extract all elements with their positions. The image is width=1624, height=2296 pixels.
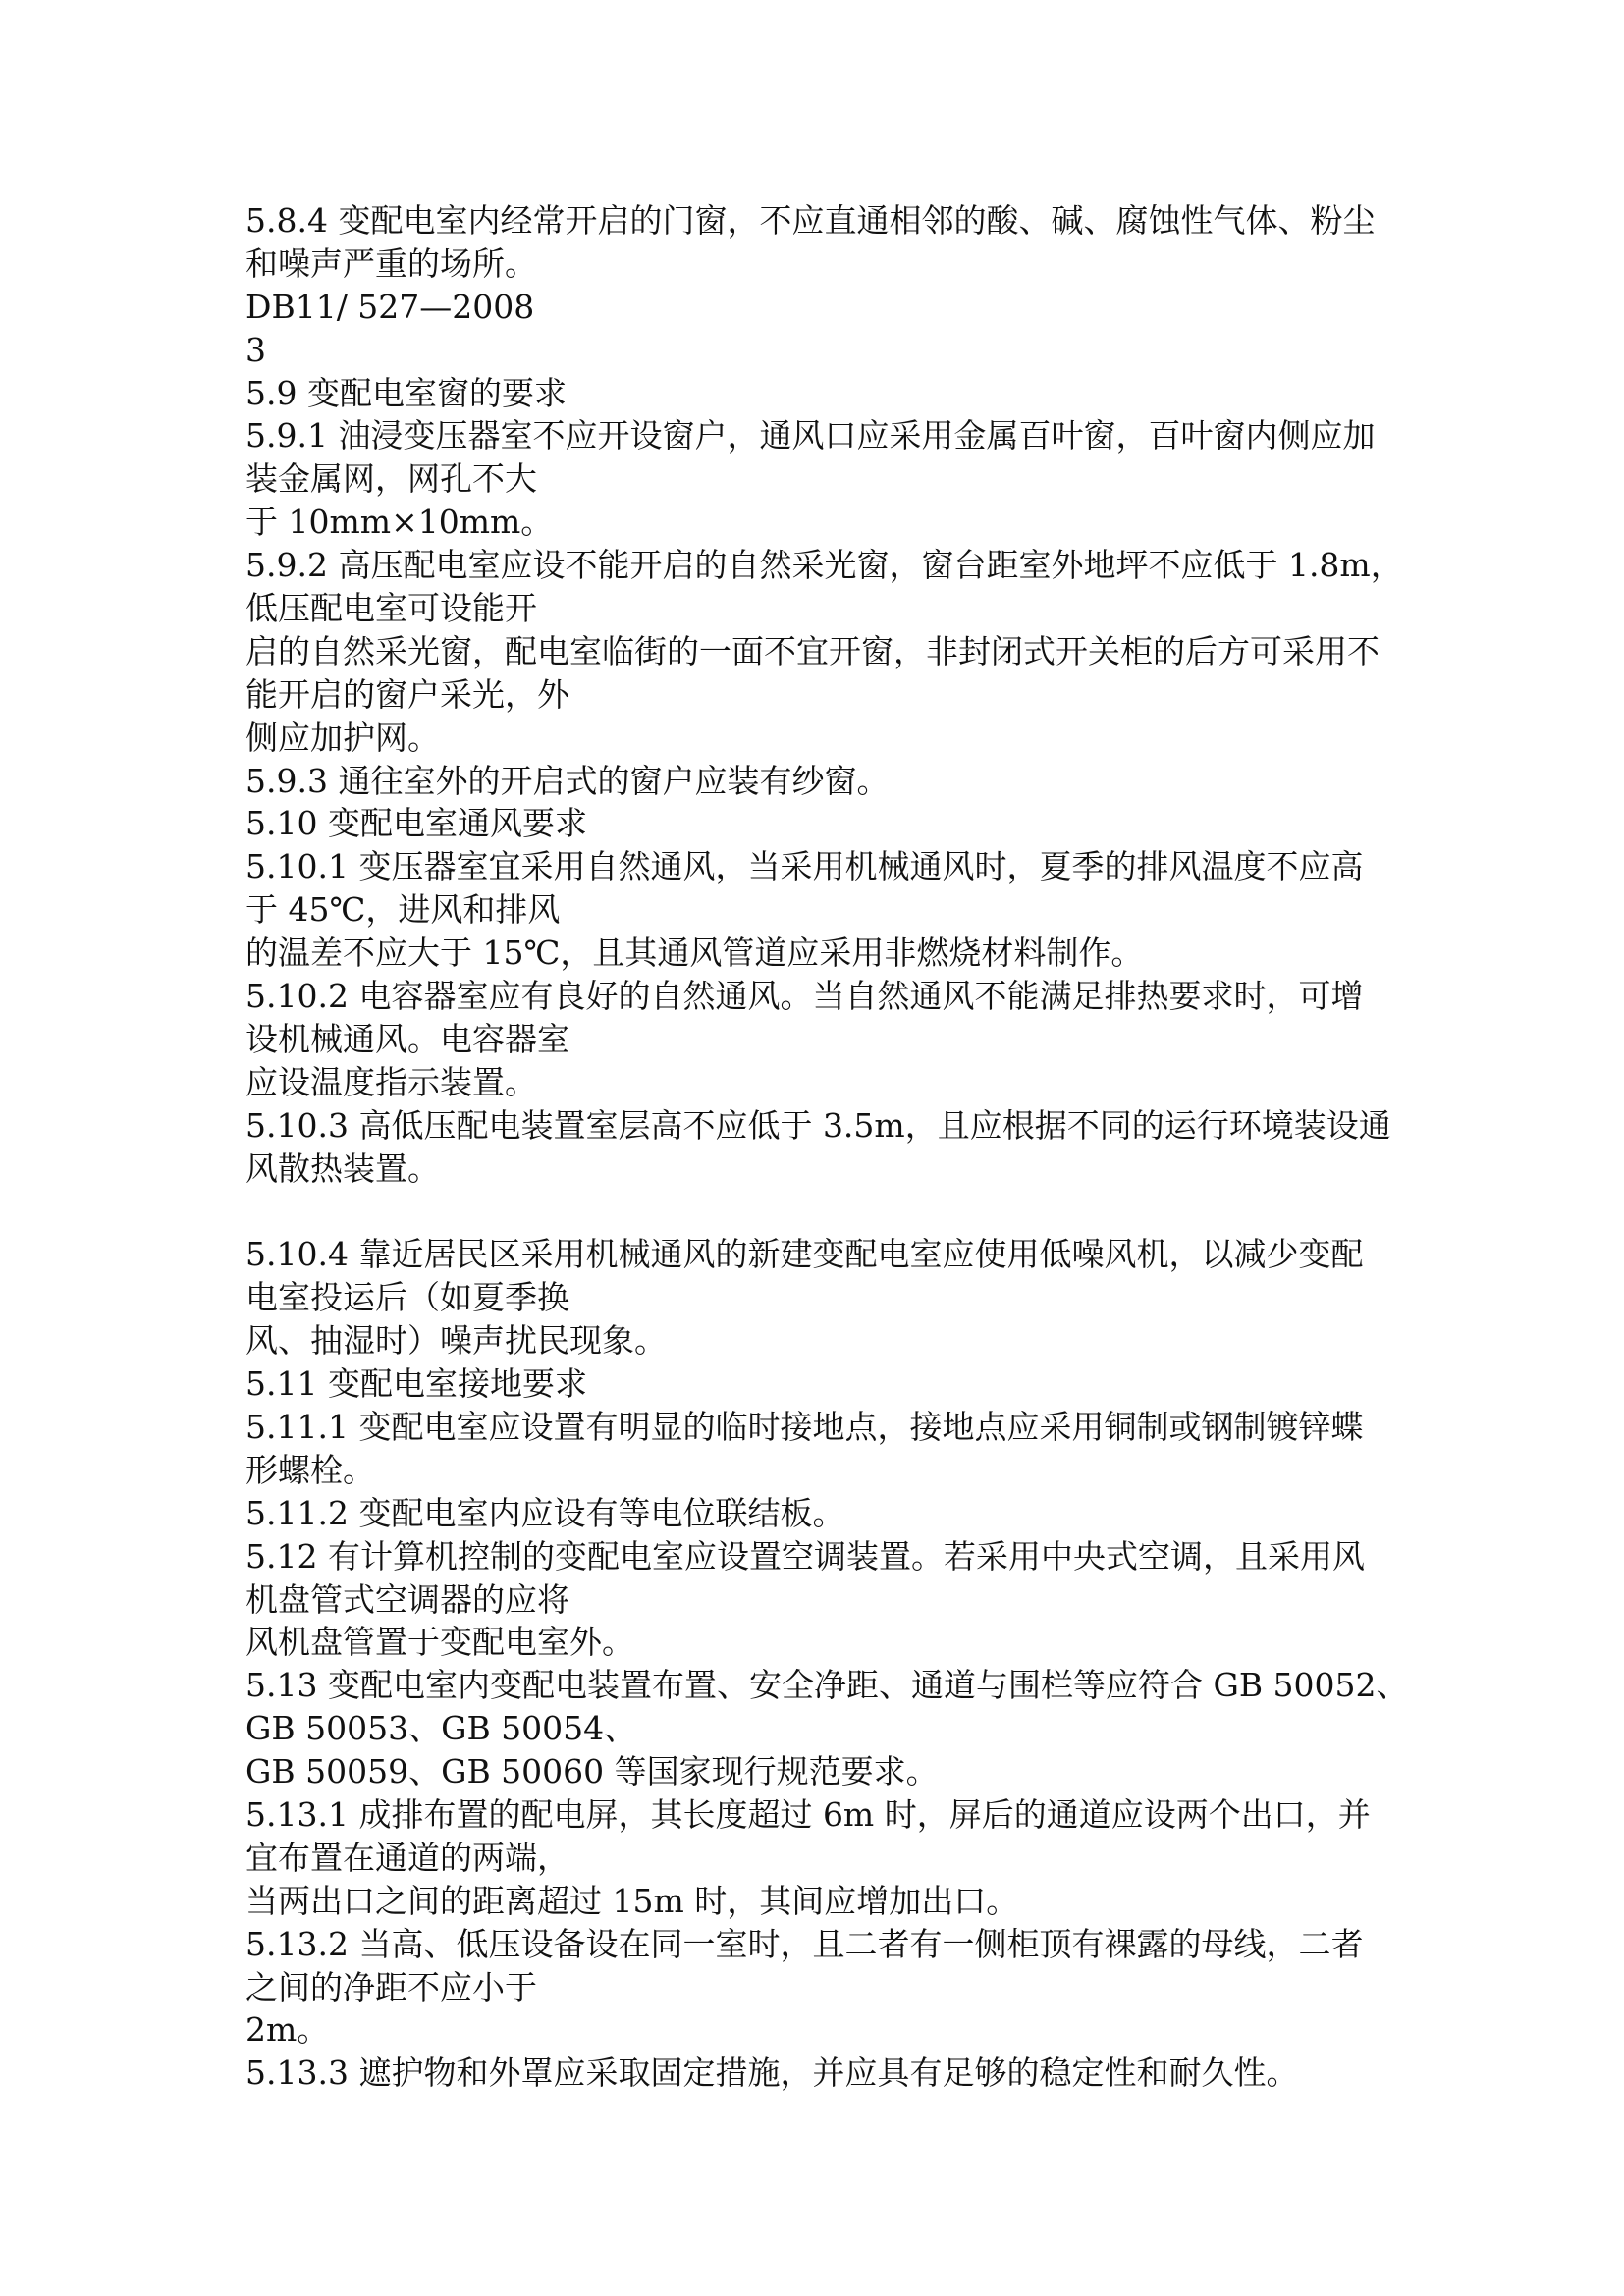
text-line: 于 45℃，进风和排风 <box>245 890 561 930</box>
text-line: 5.10.3 高低压配电装置室层高不应低于 3.5m，且应根据不同的运行环境装设通 <box>245 1105 1391 1145</box>
text-line: 和噪声严重的场所。 <box>245 243 537 283</box>
text-line: 5.9 变配电室窗的要求 <box>245 373 567 412</box>
text-line: 5.11.2 变配电室内应设有等电位联结板。 <box>245 1493 845 1532</box>
text-line: 之间的净距不应小于 <box>245 1967 537 2006</box>
text-line: 5.13.3 遮护物和外罩应采取固定措施，并应具有足够的稳定性和耐久性。 <box>245 2054 1299 2093</box>
text-line: 侧应加护网。 <box>245 718 440 757</box>
text-line: 5.12 有计算机控制的变配电室应设置空调装置。若采用中央式空调，且采用风 <box>245 1536 1365 1575</box>
text-line: 于 10mm×10mm。 <box>245 503 554 542</box>
text-line: 2m。 <box>245 2010 330 2050</box>
text-line: 的温差不应大于 15℃，且其通风管道应采用非燃烧材料制作。 <box>245 934 1144 973</box>
text-line: 装金属网，网孔不大 <box>245 459 537 499</box>
text-line: 风机盘管置于变配电室外。 <box>245 1623 634 1662</box>
text-line: 能开启的窗户采光，外 <box>245 674 569 714</box>
text-line: 风散热装置。 <box>245 1148 440 1188</box>
text-line: 低压配电室可设能开 <box>245 589 537 628</box>
text-line: 应设温度指示装置。 <box>245 1062 537 1101</box>
text-line: GB 50059、GB 50060 等国家现行规范要求。 <box>245 1752 939 1791</box>
text-line: 5.10.2 电容器室应有良好的自然通风。当自然通风不能满足排热要求时，可增 <box>245 977 1364 1016</box>
text-line: 5.9.2 高压配电室应设不能开启的自然采光窗，窗台距室外地坪不应低于 1.8m， <box>245 546 1403 585</box>
text-line: 5.13.1 成排布置的配电屏，其长度超过 6m 时，屏后的通道应设两个出口，并 <box>245 1794 1371 1834</box>
text-line: 5.13 变配电室内变配电装置布置、安全净距、通道与围栏等应符合 GB 50052、 <box>245 1666 1409 1705</box>
text-line: 形螺栓。 <box>245 1450 375 1489</box>
blank-line <box>245 1190 1394 1233</box>
text-line: 5.11 变配电室接地要求 <box>245 1364 587 1404</box>
text-line: 5.11.1 变配电室应设置有明显的临时接地点，接地点应采用铜制或钢制镀锌蝶 <box>245 1407 1364 1446</box>
text-line: 5.9.3 通往室外的开启式的窗户应装有纱窗。 <box>245 761 890 800</box>
text-line: DB11/ 527—2008 <box>245 287 535 326</box>
text-line: 5.10.4 靠近居民区采用机械通风的新建变配电室应使用低噪风机，以减少变配 <box>245 1235 1364 1274</box>
text-line: 5.13.2 当高、低压设备设在同一室时，且二者有一侧柜顶有裸露的母线，二者 <box>245 1924 1364 1963</box>
document-body <box>245 199 1409 2095</box>
text-line: GB 50053、GB 50054、 <box>245 1709 637 1748</box>
text-line: 3 <box>245 330 266 369</box>
text-line: 5.10.1 变压器室宜采用自然通风，当采用机械通风时，夏季的排风温度不应高 <box>245 847 1364 886</box>
text-line: 风、抽湿时）噪声扰民现象。 <box>245 1321 667 1361</box>
text-line: 电室投运后（如夏季换 <box>245 1278 569 1317</box>
text-line: 宜布置在通道的两端， <box>245 1838 569 1877</box>
text-line: 当两出口之间的距离超过 15m 时，其间应增加出口。 <box>245 1881 1019 1920</box>
text-line: 5.10 变配电室通风要求 <box>245 804 587 843</box>
text-line: 设机械通风。电容器室 <box>245 1019 569 1058</box>
text-line: 机盘管式空调器的应将 <box>245 1579 569 1619</box>
text-line: 5.9.1 油浸变压器室不应开设窗户，通风口应采用金属百叶窗，百叶窗内侧应加 <box>245 416 1376 455</box>
text-line: 5.8.4 变配电室内经常开启的门窗，不应直通相邻的酸、碱、腐蚀性气体、粉尘 <box>245 201 1376 240</box>
text-line: 启的自然采光窗，配电室临街的一面不宜开窗，非封闭式开关柜的后方可采用不 <box>245 631 1380 670</box>
